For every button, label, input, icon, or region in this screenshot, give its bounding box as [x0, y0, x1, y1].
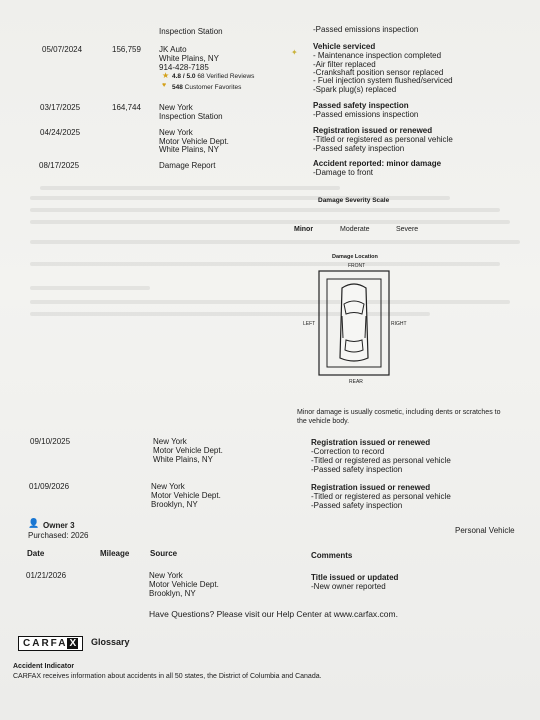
source-line: Motor Vehicle Dept. — [159, 137, 229, 146]
help-center-text[interactable]: Have Questions? Please visit our Help Center at www.carfax.com. — [149, 609, 398, 619]
source-line: Inspection Station — [159, 27, 223, 36]
left-label: LEFT — [303, 321, 316, 327]
source-line[interactable]: JK Auto — [159, 45, 187, 54]
owner-icon: 👤 — [28, 518, 40, 528]
record-date: 01/09/2026 — [29, 482, 70, 491]
header-source: Source — [150, 549, 178, 558]
comment-line: -Passed safety inspection — [313, 144, 405, 153]
source-line: Inspection Station — [159, 112, 223, 121]
comment-line: -Spark plug(s) replaced — [313, 85, 397, 94]
source-line: Motor Vehicle Dept. — [153, 446, 223, 455]
comment-line: -Passed emissions inspection — [313, 110, 419, 119]
service-icon: ✦ — [291, 48, 298, 57]
source-line: New York — [153, 437, 187, 446]
heart-icon: ♥ — [162, 82, 167, 89]
record-date: 04/24/2025 — [40, 128, 81, 137]
right-label: RIGHT — [391, 321, 407, 327]
comment-title: Registration issued or renewed — [311, 483, 431, 492]
owner-vehicle-type: Personal Vehicle — [455, 526, 515, 535]
comment-line: -Passed emissions inspection — [313, 25, 419, 34]
source-line: Damage Report — [159, 161, 216, 170]
comment-title: Registration issued or renewed — [313, 126, 433, 135]
damage-note: Minor damage is usually cosmetic, including dents or scratches to — [297, 409, 501, 416]
star-icon: ★ — [162, 71, 170, 80]
severity-moderate: Moderate — [340, 226, 370, 233]
comment-title: Vehicle serviced — [313, 42, 376, 51]
accident-indicator-text: CARFAX receives information about accidents in all 50 states, the District of Columbia and Canada. — [13, 673, 322, 680]
source-line: White Plains, NY — [153, 455, 214, 464]
source-line: Brooklyn, NY — [149, 589, 196, 598]
source-line: New York — [159, 103, 193, 112]
record-date: 09/10/2025 — [30, 437, 71, 446]
comment-title: Title issued or updated — [311, 573, 399, 582]
glossary-heading: Glossary — [91, 637, 130, 647]
record-date: 05/07/2024 — [42, 45, 83, 54]
comment-line: -Titled or registered as personal vehicle — [313, 135, 453, 144]
comment-line: -Correction to record — [311, 447, 385, 456]
source-line: New York — [151, 482, 185, 491]
accident-indicator-title: Accident Indicator — [13, 663, 75, 670]
comment-title: Passed safety inspection — [313, 101, 409, 110]
source-phone: 914-428-7185 — [159, 63, 209, 72]
comment-title: Registration issued or renewed — [311, 438, 431, 447]
comment-line: -Passed safety inspection — [311, 465, 403, 474]
comment-line: -Crankshaft position sensor replaced — [313, 68, 444, 77]
comment-line: -Damage to front — [313, 168, 374, 177]
source-line: White Plains, NY — [159, 54, 220, 63]
header-date: Date — [27, 549, 45, 558]
header-mileage: Mileage — [100, 549, 130, 558]
owner-purchased: Purchased: 2026 — [28, 531, 89, 540]
record-date: 03/17/2025 — [40, 103, 81, 112]
comment-line: -Passed safety inspection — [311, 501, 403, 510]
carfax-logo: CARFA X — [18, 636, 83, 651]
comment-title: Accident reported: minor damage — [313, 159, 442, 168]
source-line: White Plains, NY — [159, 145, 220, 154]
damage-note: the vehicle body. — [297, 418, 350, 425]
source-line: Motor Vehicle Dept. — [151, 491, 221, 500]
record-mileage: 164,744 — [112, 103, 141, 112]
source-line: New York — [159, 128, 193, 137]
record-date: 08/17/2025 — [39, 161, 80, 170]
source-line: New York — [149, 571, 183, 580]
damage-location-title: Damage Location — [332, 254, 378, 260]
car-diagram — [318, 270, 390, 376]
comment-line: -Titled or registered as personal vehicle — [311, 456, 451, 465]
record-mileage: 156,759 — [112, 45, 141, 54]
front-label: FRONT — [348, 263, 366, 269]
favorites-label: Customer Favorites — [184, 84, 242, 91]
source-line: Motor Vehicle Dept. — [149, 580, 219, 589]
rear-label: REAR — [349, 379, 363, 385]
severity-minor: Minor — [294, 226, 314, 233]
rating-value: 4.8 / 5.0 — [172, 73, 196, 80]
comment-line: -Titled or registered as personal vehicle — [311, 492, 451, 501]
comment-line: - Maintenance inspection completed — [313, 51, 442, 60]
severity-scale-title: Damage Severity Scale — [318, 197, 390, 204]
owner-name: Owner 3 — [43, 521, 75, 530]
source-line: Brooklyn, NY — [151, 500, 198, 509]
reviews-count: 68 Verified Reviews — [197, 73, 255, 80]
comment-line: -New owner reported — [311, 582, 386, 591]
favorites-count: 548 — [172, 84, 183, 91]
comment-line: - Fuel injection system flushed/serviced — [313, 76, 453, 85]
header-comments: Comments — [311, 551, 353, 560]
record-date: 01/21/2026 — [26, 571, 67, 580]
comment-line: -Air filter replaced — [313, 60, 376, 69]
severity-severe: Severe — [396, 226, 419, 233]
